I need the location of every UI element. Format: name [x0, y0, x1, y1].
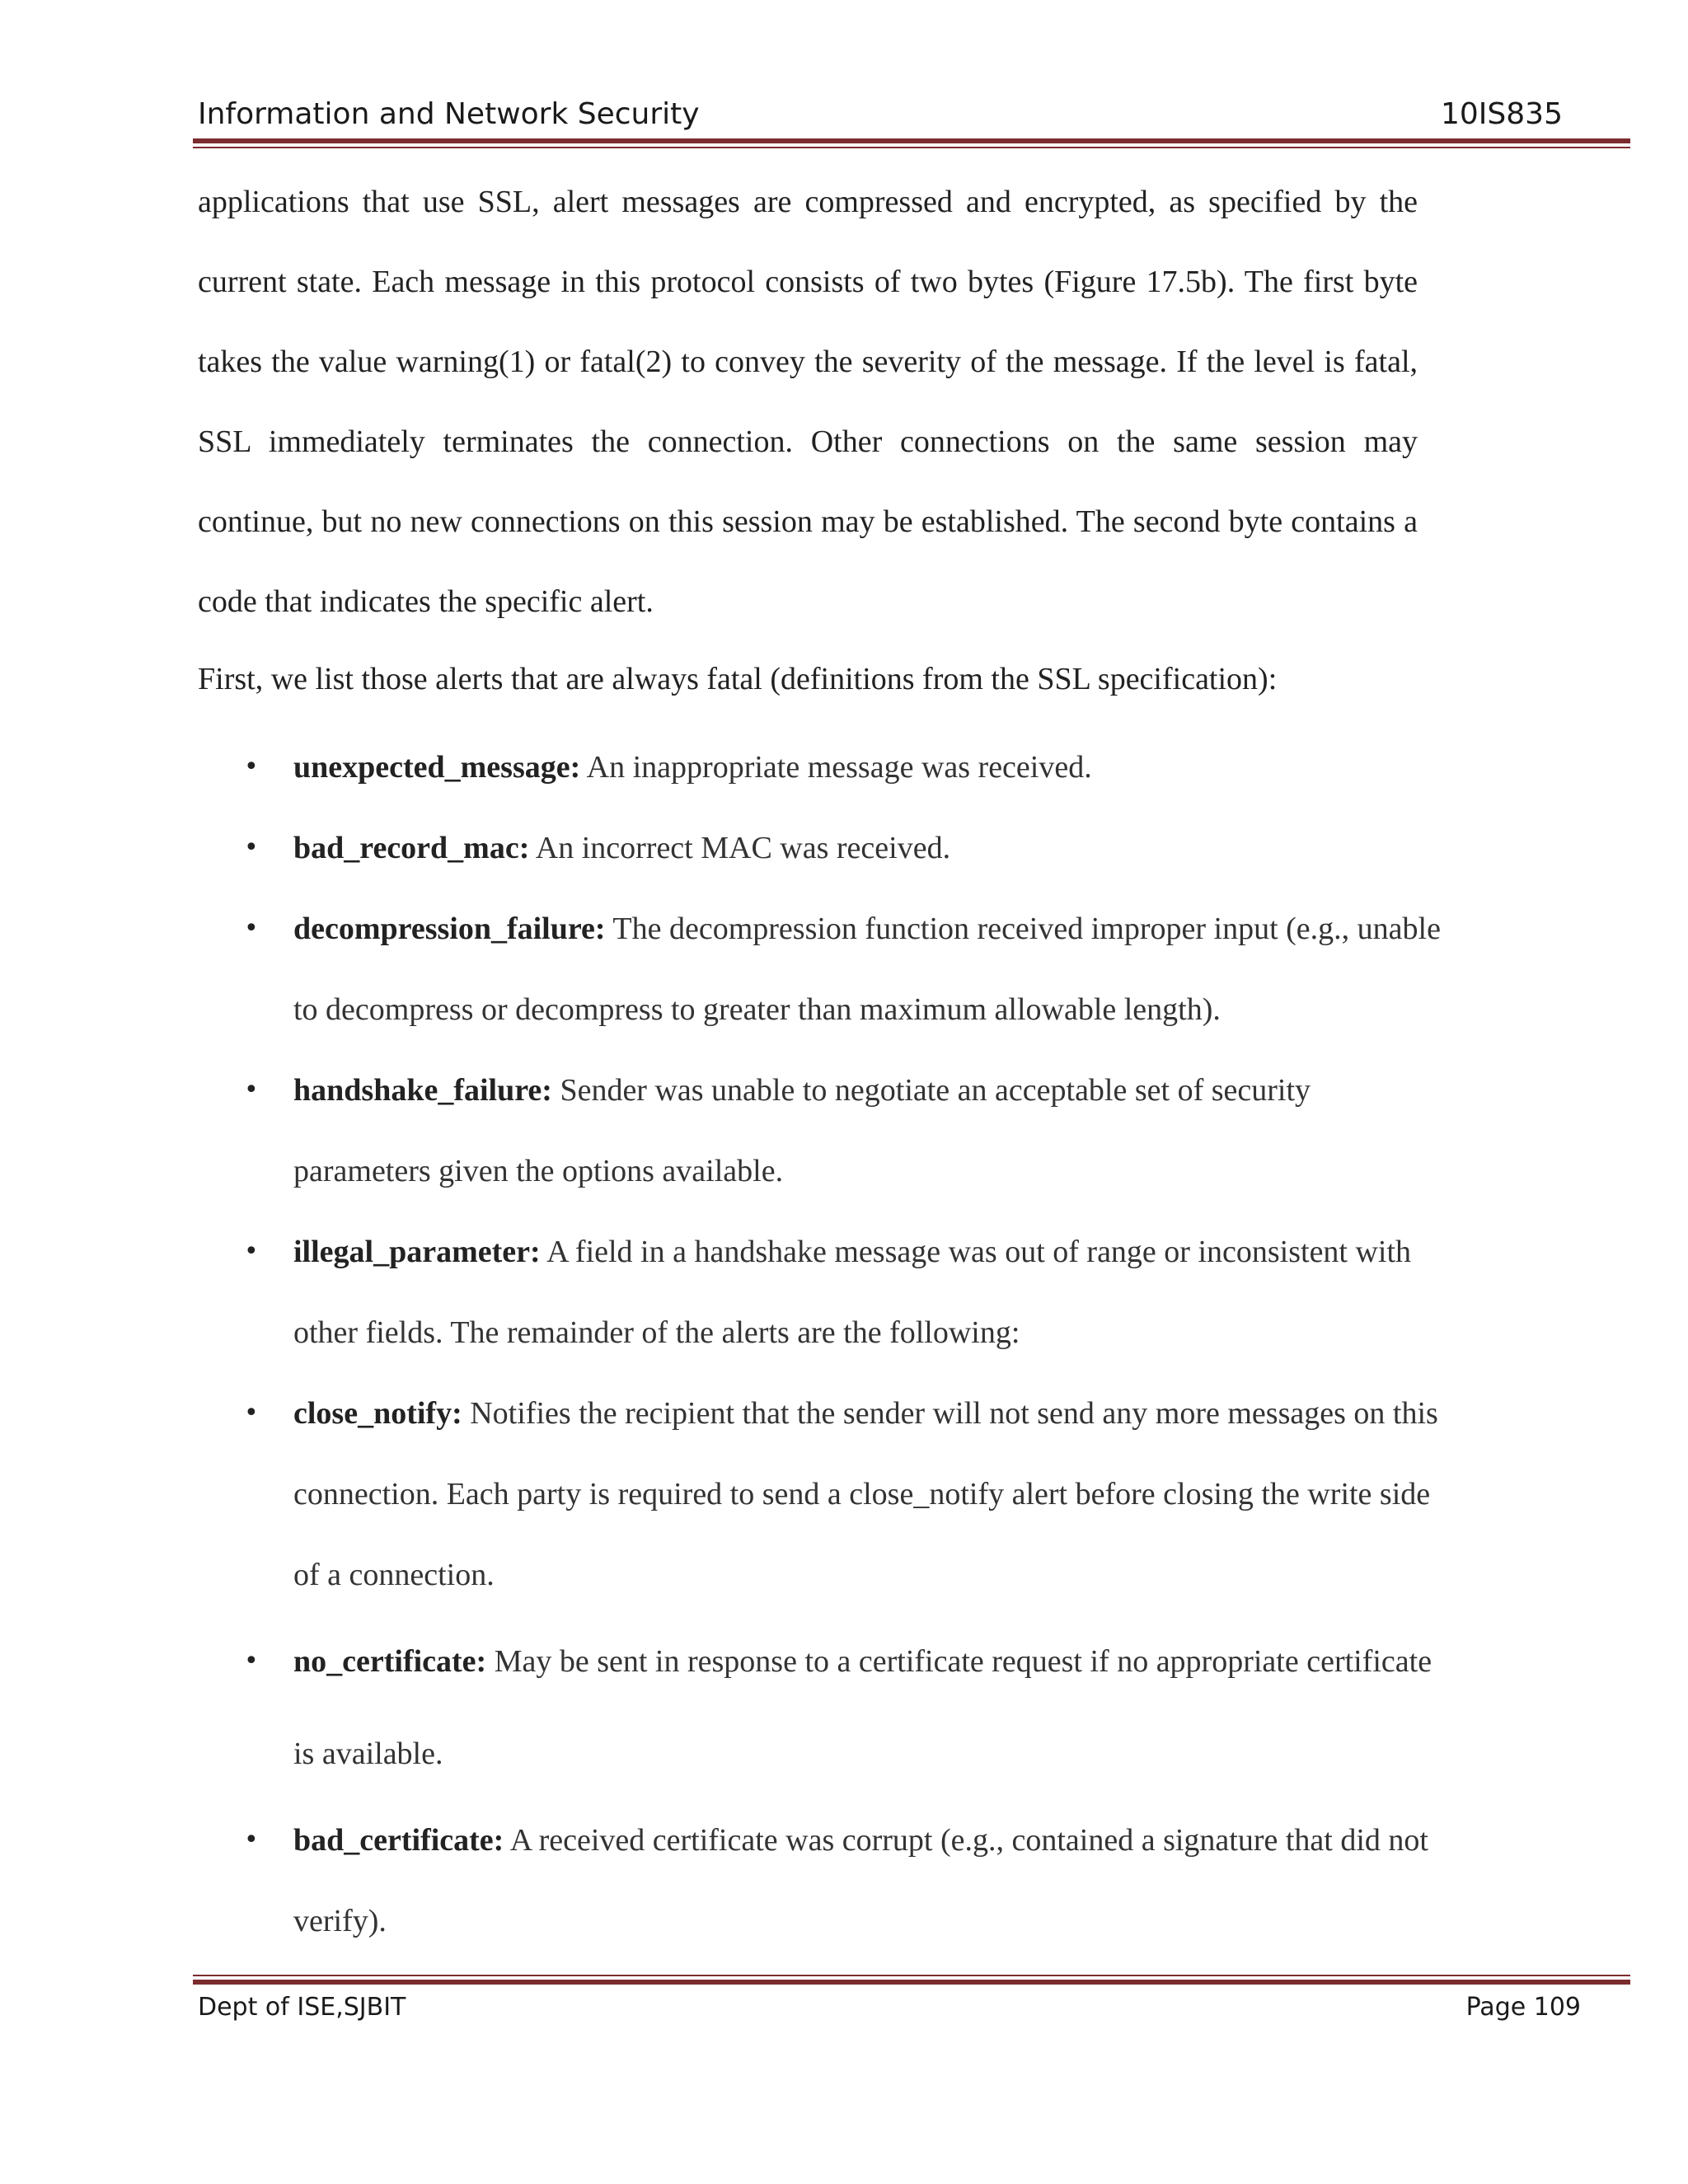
bullet-icon: • — [244, 752, 259, 781]
alert-description: Sender was unable to negotiate an acceptable set of security parameters given the options available. — [293, 1073, 1311, 1188]
alert-description: The decompression function received improper input (e.g., unable to decompress or decompress to greater than maximum allowable length). — [293, 912, 1441, 1027]
list-item — [198, 1373, 1451, 1615]
alert-term: bad_certificate: — [293, 1823, 504, 1858]
footer-department: Dept of ISE,SJBIT — [198, 1993, 406, 2022]
bullet-icon: • — [244, 1647, 259, 1675]
page-number: Page 109 — [1465, 1993, 1581, 2022]
bullet-icon: • — [244, 1825, 259, 1854]
bullet-icon: • — [244, 833, 259, 862]
list-item — [198, 1050, 1451, 1212]
alert-term: unexpected_message: — [293, 750, 581, 785]
alert-term: illegal_parameter: — [293, 1235, 541, 1269]
body-paragraph: applications that use SSL, alert messages are compressed and encrypted, as specified by the current state. Each message in this protocol consists of two bytes (Figure 17.5b). The first byte takes the value warning(1) or fatal(2) to convey the severity of the message. If the level is fatal, SSL immediately terminates the connection. Other connections on the same session may continue, but no new connections on this session may be established. The second byte contains a code that indicates the specific alert. — [198, 185, 1418, 619]
alert-term: decompression_failure: — [293, 912, 606, 946]
header-title: Information and Network Security — [198, 97, 700, 131]
footer-rule-thick — [193, 1980, 1630, 1985]
alert-term: handshake_failure: — [293, 1073, 552, 1108]
alert-description: May be sent in response to a certificate request if no appropriate certificate is available. — [293, 1644, 1432, 1771]
header-rule-thin — [193, 147, 1630, 148]
alert-term: bad_record_mac: — [293, 831, 530, 865]
body-paragraph-block — [198, 162, 1418, 642]
alert-description: An inappropriate message was received. — [580, 750, 1092, 785]
bullet-icon: • — [244, 1399, 259, 1427]
bullet-icon: • — [244, 1237, 259, 1266]
alert-description: A received certificate was corrupt (e.g., contained a signature that did not verify). — [293, 1823, 1428, 1938]
bullet-icon: • — [244, 914, 259, 943]
alert-description: An incorrect MAC was received. — [529, 831, 951, 865]
list-item — [198, 727, 1451, 808]
bullet-icon: • — [244, 1076, 259, 1104]
alerts-intro: First, we list those alerts that are always fatal (definitions from the SSL specification): — [198, 662, 1278, 696]
list-item — [198, 888, 1451, 1050]
list-item — [198, 1615, 1451, 1800]
alert-list — [198, 727, 1451, 1961]
alert-description: A field in a handshake message was out of range or inconsistent with other fields. The remainder of the alerts are the following: — [293, 1235, 1412, 1350]
alert-term: no_certificate: — [293, 1644, 487, 1679]
course-code: 10IS835 — [1441, 97, 1563, 131]
list-item — [198, 1212, 1451, 1373]
alert-term: close_notify: — [293, 1396, 462, 1431]
footer-rule-thin — [193, 1975, 1630, 1976]
alert-description: Notifies the recipient that the sender will not send any more messages on this connection. Each party is required to send a close_notify alert before closing the write side of a connection. — [293, 1396, 1438, 1592]
list-item — [198, 1800, 1451, 1961]
header-rule-thick — [193, 138, 1630, 143]
list-item — [198, 808, 1451, 888]
